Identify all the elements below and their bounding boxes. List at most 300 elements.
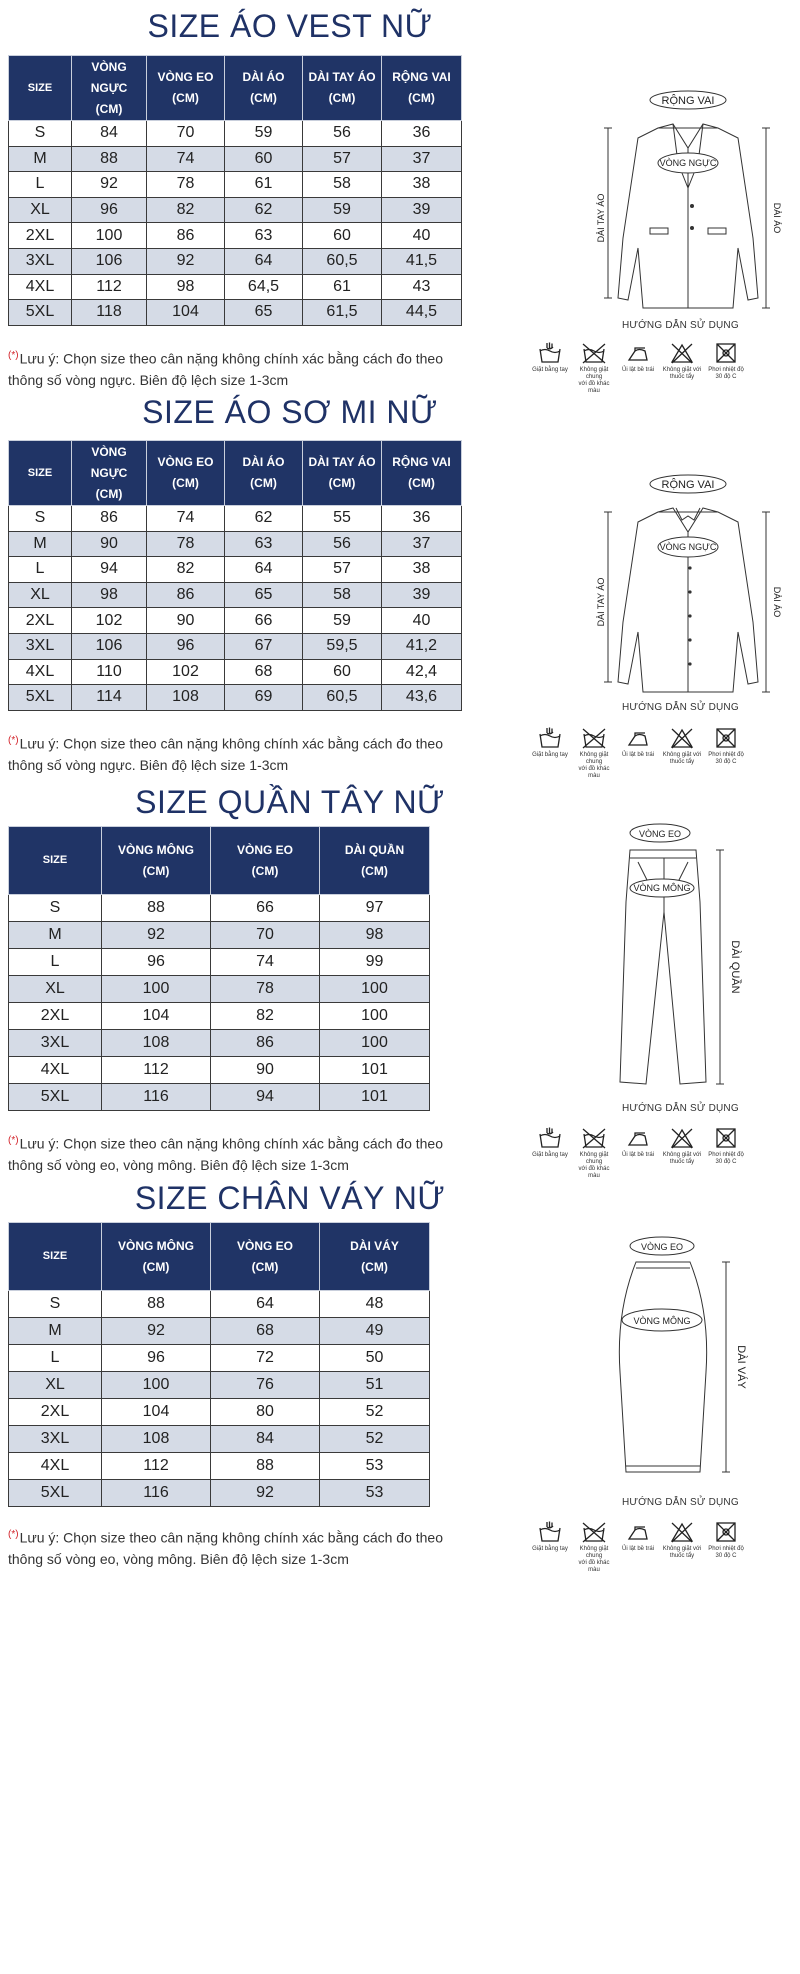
table-header-row — [9, 1223, 430, 1291]
column-header — [9, 56, 72, 121]
measurement-cell: 78 — [147, 172, 225, 198]
measurement-cell: 60 — [303, 659, 382, 685]
dry-30c-icon — [713, 1521, 739, 1543]
care-label: Giặt bằng tay — [532, 1152, 568, 1158]
care-item — [572, 727, 616, 780]
measurement-cell: 63 — [225, 223, 303, 249]
size-cell: 2XL — [9, 608, 72, 634]
measurement-cell: 40 — [382, 608, 462, 634]
iron-reverse-icon — [625, 727, 651, 749]
column-header-text: (CM) — [95, 101, 123, 116]
care-item — [616, 342, 660, 395]
column-header-text: RỘNG VAI — [392, 70, 451, 84]
measurement-cell: 86 — [72, 506, 147, 532]
note-line: thông số vòng eo, vòng mông. Biên độ lệch size 1-3cm — [8, 1550, 349, 1567]
measurement-cell: 102 — [72, 608, 147, 634]
no-bleach-icon — [669, 727, 695, 749]
measurement-cell: 82 — [211, 1003, 320, 1030]
measurement-cell: 88 — [72, 146, 147, 172]
care-item — [528, 1521, 572, 1574]
dry-30c-icon — [713, 1127, 739, 1149]
measurement-cell: 52 — [320, 1399, 430, 1426]
measurement-cell: 108 — [102, 1426, 211, 1453]
measurement-cell: 64,5 — [225, 274, 303, 300]
column-header-text: VÒNG MÔNG — [117, 842, 194, 857]
figure-label: VÒNG NGỰC — [659, 158, 717, 168]
table-row — [9, 633, 462, 659]
measurement-cell: 106 — [72, 633, 147, 659]
care-label: Phơi nhiệt độ 30 độ C — [708, 1152, 744, 1165]
measurement-cell: 112 — [102, 1453, 211, 1480]
measurement-cell: 43,6 — [382, 685, 462, 711]
care-item — [616, 1127, 660, 1180]
measurement-cell: 60 — [303, 223, 382, 249]
column-header-text: DÀI ÁO — [242, 70, 285, 84]
table-row — [9, 1480, 430, 1507]
care-label: Không giặt với thuốc tẩy — [662, 1152, 702, 1165]
measurement-cell: 82 — [147, 557, 225, 583]
measurement-cell: 37 — [382, 531, 462, 557]
table-row — [9, 922, 430, 949]
size-cell: 2XL — [9, 1003, 102, 1030]
care-instructions — [528, 1521, 748, 1574]
measurement-cell: 102 — [147, 659, 225, 685]
table-row — [9, 659, 462, 685]
measurement-cell: 88 — [211, 1453, 320, 1480]
measurement-cell: 44,5 — [382, 300, 462, 326]
column-header-text: VÒNG EO — [157, 70, 214, 84]
measurement-cell: 56 — [303, 121, 382, 147]
figure-label: RỘNG VAI — [661, 479, 715, 491]
table-row — [9, 1426, 430, 1453]
measurement-cell: 99 — [320, 949, 430, 976]
table-row — [9, 1399, 430, 1426]
measurement-cell: 116 — [102, 1480, 211, 1507]
column-header-text: (CM) — [328, 476, 356, 490]
vest-diagram — [596, 88, 782, 318]
table-row — [9, 582, 462, 608]
figure-label: DÀI ÁO — [772, 586, 782, 618]
measurement-cell: 110 — [72, 659, 147, 685]
care-label: Không giặt chung với đồ khác màu — [578, 1546, 610, 1573]
section-title: SIZE ÁO SƠ MI NỮ — [142, 394, 438, 430]
size-cell: S — [9, 506, 72, 532]
table-row — [9, 121, 462, 147]
measurement-cell: 74 — [147, 146, 225, 172]
size-cell: 4XL — [9, 274, 72, 300]
measurement-cell: 70 — [211, 922, 320, 949]
measurement-cell: 78 — [147, 531, 225, 557]
section-title: SIZE QUẦN TÂY NỮ — [135, 784, 445, 820]
column-header — [320, 827, 430, 895]
measurement-cell: 86 — [147, 582, 225, 608]
figure-label: VÒNG MÔNG — [633, 883, 691, 893]
table-row — [9, 197, 462, 223]
measurement-cell: 92 — [211, 1480, 320, 1507]
measurement-cell: 63 — [225, 531, 303, 557]
column-header — [9, 1223, 102, 1291]
column-header-text: DÀI TAY ÁO — [308, 455, 376, 469]
measurement-cell: 66 — [211, 895, 320, 922]
measurement-cell: 90 — [147, 608, 225, 634]
measurement-cell: 59 — [303, 608, 382, 634]
measurement-cell: 106 — [72, 248, 147, 274]
note-line: Lưu ý: Chọn size theo cân nặng không chính xác bằng cách đo theo — [19, 1529, 444, 1546]
measurement-cell: 58 — [303, 172, 382, 198]
size-cell: 5XL — [9, 300, 72, 326]
care-label: Giặt bằng tay — [532, 367, 568, 373]
size-cell: XL — [9, 582, 72, 608]
iron-reverse-icon — [625, 342, 651, 364]
note-line: thông số vòng ngực. Biên độ lệch size 1-3cm — [8, 756, 289, 773]
size-cell: M — [9, 1318, 102, 1345]
measurement-cell: 65 — [225, 300, 303, 326]
size-cell: 3XL — [9, 633, 72, 659]
measurement-cell: 48 — [320, 1291, 430, 1318]
column-header-text: SIZE — [42, 1250, 68, 1262]
column-header — [225, 56, 303, 121]
measurement-cell: 72 — [211, 1345, 320, 1372]
measurement-cell: 100 — [320, 1003, 430, 1030]
column-header-text: (CM) — [250, 91, 277, 105]
column-header-text: VÒNG EO — [236, 1238, 293, 1253]
column-header — [382, 441, 462, 506]
measurement-cell: 41,2 — [382, 633, 462, 659]
measurement-cell: 43 — [382, 274, 462, 300]
measurement-cell: 88 — [102, 1291, 211, 1318]
column-header-text: (CM) — [250, 476, 277, 490]
no-mixed-wash-icon — [581, 1521, 607, 1543]
size-table — [8, 1222, 430, 1507]
table-row — [9, 1030, 430, 1057]
figure-label: VÒNG EO — [640, 1242, 684, 1252]
care-instructions — [528, 342, 748, 395]
measurement-cell: 74 — [211, 949, 320, 976]
column-header-text: (CM) — [95, 486, 123, 501]
table-row — [9, 1345, 430, 1372]
table-header-row — [9, 441, 462, 506]
measurement-cell: 50 — [320, 1345, 430, 1372]
size-cell: S — [9, 895, 102, 922]
column-header — [147, 56, 225, 121]
size-cell: 5XL — [9, 1084, 102, 1111]
column-header-text: SIZE — [27, 466, 53, 479]
care-item — [704, 342, 748, 395]
measurement-cell: 49 — [320, 1318, 430, 1345]
measurement-cell: 56 — [303, 531, 382, 557]
size-cell: S — [9, 121, 72, 147]
care-label: Không giặt với thuốc tẩy — [662, 1546, 702, 1559]
size-cell: 5XL — [9, 685, 72, 711]
size-cell: L — [9, 949, 102, 976]
column-header — [9, 827, 102, 895]
column-header — [102, 827, 211, 895]
care-item — [660, 1521, 704, 1574]
column-header — [147, 441, 225, 506]
measurement-cell: 42,4 — [382, 659, 462, 685]
table-row — [9, 1291, 430, 1318]
column-header-text: DÀI TAY ÁO — [308, 70, 376, 84]
measurement-cell: 108 — [147, 685, 225, 711]
usage-guide-label: HƯỚNG DẪN SỬ DỤNG — [622, 702, 739, 713]
column-header-text: (CM) — [328, 91, 356, 105]
measurement-cell: 59 — [225, 121, 303, 147]
column-header — [225, 441, 303, 506]
measurement-cell: 114 — [72, 685, 147, 711]
measurement-cell: 61 — [303, 274, 382, 300]
size-cell: 5XL — [9, 1480, 102, 1507]
size-note — [8, 1524, 488, 1570]
care-item — [572, 1127, 616, 1180]
measurement-cell: 78 — [211, 976, 320, 1003]
measurement-cell: 100 — [320, 1030, 430, 1057]
measurement-cell: 84 — [211, 1426, 320, 1453]
care-label: Không giặt chung với đồ khác màu — [578, 1152, 610, 1179]
size-cell: XL — [9, 197, 72, 223]
figure-label: VÒNG MÔNG — [633, 1316, 691, 1326]
measurement-cell: 59,5 — [303, 633, 382, 659]
measurement-cell: 88 — [102, 895, 211, 922]
measurement-cell: 68 — [225, 659, 303, 685]
measurement-cell: 60,5 — [303, 248, 382, 274]
table-row — [9, 685, 462, 711]
size-cell: L — [9, 557, 72, 583]
measurement-cell: 92 — [72, 172, 147, 198]
table-row — [9, 557, 462, 583]
hand-wash-icon — [537, 1521, 563, 1543]
usage-guide-label: HƯỚNG DẪN SỬ DỤNG — [622, 1103, 739, 1114]
hand-wash-icon — [537, 342, 563, 364]
care-instructions — [528, 1127, 748, 1180]
column-header-text: (CM) — [408, 91, 435, 105]
measurement-cell: 116 — [102, 1084, 211, 1111]
measurement-cell: 41,5 — [382, 248, 462, 274]
measurement-cell: 80 — [211, 1399, 320, 1426]
care-item — [528, 727, 572, 780]
table-row — [9, 949, 430, 976]
column-header-text: DÀI ÁO — [242, 455, 285, 469]
note-asterisk: (*) — [8, 1135, 19, 1146]
figure-label: VÒNG EO — [638, 829, 682, 839]
note-line: Lưu ý: Chọn size theo cân nặng không chính xác bằng cách đo theo — [19, 350, 444, 367]
figure-label: DÀI ÁO — [772, 202, 782, 234]
table-row — [9, 146, 462, 172]
care-item — [528, 342, 572, 395]
size-cell: 2XL — [9, 1399, 102, 1426]
usage-guide-label: HƯỚNG DẪN SỬ DỤNG — [622, 1497, 739, 1508]
measurement-cell: 59 — [303, 197, 382, 223]
hand-wash-icon — [537, 1127, 563, 1149]
measurement-cell: 61,5 — [303, 300, 382, 326]
measurement-cell: 112 — [72, 274, 147, 300]
measurement-cell: 92 — [147, 248, 225, 274]
dry-30c-icon — [713, 727, 739, 749]
column-header — [211, 1223, 320, 1291]
size-cell: 4XL — [9, 659, 72, 685]
measurement-cell: 94 — [72, 557, 147, 583]
size-cell: XL — [9, 976, 102, 1003]
measurement-cell: 53 — [320, 1453, 430, 1480]
size-cell: M — [9, 146, 72, 172]
care-label: Không giặt với thuốc tẩy — [662, 752, 702, 765]
iron-reverse-icon — [625, 1127, 651, 1149]
column-header — [9, 441, 72, 506]
column-header — [72, 441, 147, 506]
size-table — [8, 440, 462, 711]
column-header-text: (CM) — [408, 476, 435, 490]
table-row — [9, 608, 462, 634]
measurement-cell: 36 — [382, 121, 462, 147]
measurement-cell: 98 — [320, 922, 430, 949]
care-label: Phơi nhiệt độ 30 độ C — [708, 1546, 744, 1559]
figure-label: DÀI TAY ÁO — [596, 577, 606, 627]
no-bleach-icon — [669, 1127, 695, 1149]
table-row — [9, 1453, 430, 1480]
measurement-cell: 84 — [72, 121, 147, 147]
figure-label: VÒNG NGỰC — [659, 542, 717, 552]
table-row — [9, 506, 462, 532]
size-cell: 3XL — [9, 1030, 102, 1057]
care-item — [660, 1127, 704, 1180]
measurement-cell: 55 — [303, 506, 382, 532]
column-header-text: VÒNG EO — [236, 842, 293, 857]
care-item — [660, 342, 704, 395]
measurement-cell: 90 — [72, 531, 147, 557]
measurement-cell: 104 — [102, 1399, 211, 1426]
care-label: Ủi lật bề trái — [621, 367, 654, 373]
table-row — [9, 248, 462, 274]
table-row — [9, 1003, 430, 1030]
size-note — [8, 345, 488, 391]
measurement-cell: 69 — [225, 685, 303, 711]
measurement-cell: 92 — [102, 922, 211, 949]
hand-wash-icon — [537, 727, 563, 749]
measurement-cell: 65 — [225, 582, 303, 608]
measurement-cell: 38 — [382, 557, 462, 583]
figure-label: DÀI VÁY — [735, 1345, 747, 1389]
usage-guide-label: HƯỚNG DẪN SỬ DỤNG — [622, 320, 739, 331]
measurement-cell: 66 — [225, 608, 303, 634]
measurement-cell: 68 — [211, 1318, 320, 1345]
measurement-cell: 40 — [382, 223, 462, 249]
measurement-cell: 36 — [382, 506, 462, 532]
measurement-cell: 86 — [147, 223, 225, 249]
table-row — [9, 300, 462, 326]
measurement-cell: 51 — [320, 1372, 430, 1399]
figure-label: DÀI TAY ÁO — [596, 193, 606, 243]
note-asterisk: (*) — [8, 1529, 19, 1540]
table-row — [9, 223, 462, 249]
care-item — [704, 1127, 748, 1180]
table-header-row — [9, 56, 462, 121]
figure-label: DÀI QUẦN — [729, 940, 741, 994]
care-item — [704, 727, 748, 780]
table-row — [9, 1084, 430, 1111]
size-cell: 3XL — [9, 248, 72, 274]
table-row — [9, 1372, 430, 1399]
measurement-cell: 76 — [211, 1372, 320, 1399]
column-header — [211, 827, 320, 895]
measurement-cell: 58 — [303, 582, 382, 608]
note-asterisk: (*) — [8, 350, 19, 361]
measurement-cell: 57 — [303, 146, 382, 172]
care-label: Ủi lật bề trái — [621, 1546, 654, 1552]
note-asterisk: (*) — [8, 735, 19, 746]
measurement-cell: 100 — [72, 223, 147, 249]
measurement-cell: 97 — [320, 895, 430, 922]
measurement-cell: 64 — [225, 557, 303, 583]
skirt-diagram — [598, 1232, 778, 1492]
measurement-cell: 64 — [225, 248, 303, 274]
measurement-cell: 104 — [102, 1003, 211, 1030]
table-row — [9, 1318, 430, 1345]
table-row — [9, 1057, 430, 1084]
no-mixed-wash-icon — [581, 1127, 607, 1149]
column-header-text: (CM) — [172, 476, 199, 490]
measurement-cell: 112 — [102, 1057, 211, 1084]
measurement-cell: 104 — [147, 300, 225, 326]
no-bleach-icon — [669, 1521, 695, 1543]
care-label: Ủi lật bề trái — [621, 1152, 654, 1158]
measurement-cell: 100 — [320, 976, 430, 1003]
dry-30c-icon — [713, 342, 739, 364]
measurement-cell: 74 — [147, 506, 225, 532]
measurement-cell: 118 — [72, 300, 147, 326]
no-bleach-icon — [669, 342, 695, 364]
iron-reverse-icon — [625, 1521, 651, 1543]
measurement-cell: 92 — [102, 1318, 211, 1345]
figure-label: RỘNG VAI — [661, 95, 715, 107]
column-header-text: (CM) — [142, 863, 170, 878]
column-header-text: VÒNG NGỰC — [90, 59, 128, 95]
measurement-cell: 37 — [382, 146, 462, 172]
size-table — [8, 826, 430, 1111]
care-label: Giặt bằng tay — [532, 1546, 568, 1552]
size-cell: 3XL — [9, 1426, 102, 1453]
measurement-cell: 60,5 — [303, 685, 382, 711]
column-header-text: DÀI VÁY — [350, 1238, 399, 1253]
column-header — [303, 56, 382, 121]
measurement-cell: 96 — [102, 1345, 211, 1372]
measurement-cell: 96 — [147, 633, 225, 659]
care-label: Giặt bằng tay — [532, 752, 568, 758]
column-header-text: RỘNG VAI — [392, 455, 451, 469]
care-label: Không giặt với thuốc tẩy — [662, 367, 702, 380]
measurement-cell: 101 — [320, 1057, 430, 1084]
care-label: Không giặt chung với đồ khác màu — [578, 367, 610, 394]
table-row — [9, 895, 430, 922]
care-item — [704, 1521, 748, 1574]
care-instructions — [528, 727, 748, 780]
care-item — [616, 727, 660, 780]
table-row — [9, 172, 462, 198]
size-table — [8, 55, 462, 326]
size-cell: XL — [9, 1372, 102, 1399]
measurement-cell: 98 — [72, 582, 147, 608]
column-header-text: SIZE — [42, 854, 68, 866]
measurement-cell: 70 — [147, 121, 225, 147]
measurement-cell: 90 — [211, 1057, 320, 1084]
size-cell: 2XL — [9, 223, 72, 249]
column-header — [303, 441, 382, 506]
measurement-cell: 94 — [211, 1084, 320, 1111]
column-header-text: DÀI QUẦN — [344, 842, 405, 857]
column-header-text: (CM) — [142, 1259, 170, 1274]
column-header — [382, 56, 462, 121]
measurement-cell: 100 — [102, 976, 211, 1003]
measurement-cell: 86 — [211, 1030, 320, 1057]
measurement-cell: 62 — [225, 506, 303, 532]
